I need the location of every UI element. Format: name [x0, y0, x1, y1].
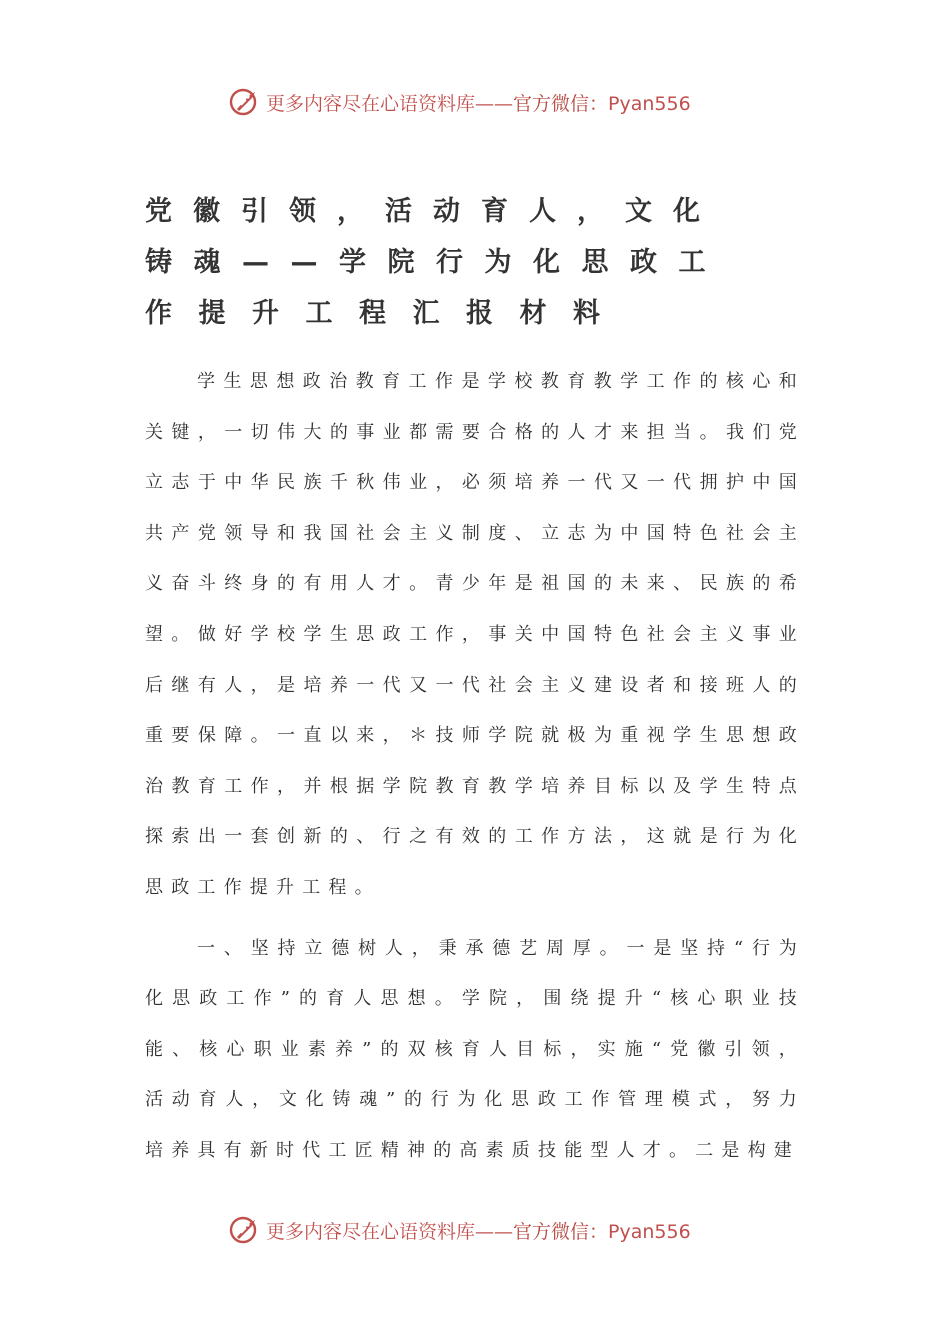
- footer-watermark-banner: [228, 1210, 748, 1250]
- paragraph-section-one: 一、坚持立德树人，秉承德艺周厚。一是坚持“行为化思政工作”的育人思想。学院，围绕提升“核心职业技能、核心职业素养”的双核育人目标，实施“党徽引领，活动育人，文化铸魂”的行为化思政工作管理模式，努力培养具有新时代工匠精神的高素质技能型人才。二是构建: [145, 937, 805, 1161]
- title-line-2: 铸魂——学院行为化思政工: [145, 247, 727, 278]
- header-watermark-banner: [228, 82, 748, 122]
- banner-text: [266, 89, 691, 116]
- banner-wechat-label: 官方微信：: [513, 92, 609, 115]
- document-body: [145, 357, 805, 1177]
- banner-wechat-id: Pyan556: [608, 92, 691, 115]
- title-line-3: 作提升工程汇报材料: [145, 298, 627, 329]
- document-title: [145, 186, 785, 339]
- banner-wechat-label: 官方微信：: [513, 1220, 609, 1243]
- banner-prefix: 更多内容尽在心语资料库: [266, 92, 476, 115]
- title-line-1: 党徽引领，活动育人，文化: [145, 196, 721, 227]
- pen-nib-logo-icon: [228, 1213, 262, 1247]
- banner-wechat-id: Pyan556: [608, 1220, 691, 1243]
- banner-dash: ——: [475, 1220, 514, 1243]
- paragraph-intro: 学生思想政治教育工作是学校教育教学工作的核心和关键，一切伟大的事业都需要合格的人才来担当。我们党立志于中华民族千秋伟业，必须培养一代又一代拥护中国共产党领导和我国社会主义制度、立志为中国特色社会主义奋斗终身的有用人才。青少年是祖国的未来、民族的希望。做好学校学生思政工作，事关中国特色社会主义事业后继有人，是培养一代又一代社会主义建设者和接班人的重要保障。一直以来，＊技师学院就极为重视学生思想政治教育工作，并根据学院教育教学培养目标以及学生特点探索出一套创新的、行之有效的工作方法，这就是行为化思政工作提升工程。: [145, 371, 805, 898]
- pen-nib-logo-icon: [228, 85, 262, 119]
- banner-dash: ——: [475, 92, 514, 115]
- banner-prefix: 更多内容尽在心语资料库: [266, 1220, 476, 1243]
- banner-text: [266, 1217, 691, 1244]
